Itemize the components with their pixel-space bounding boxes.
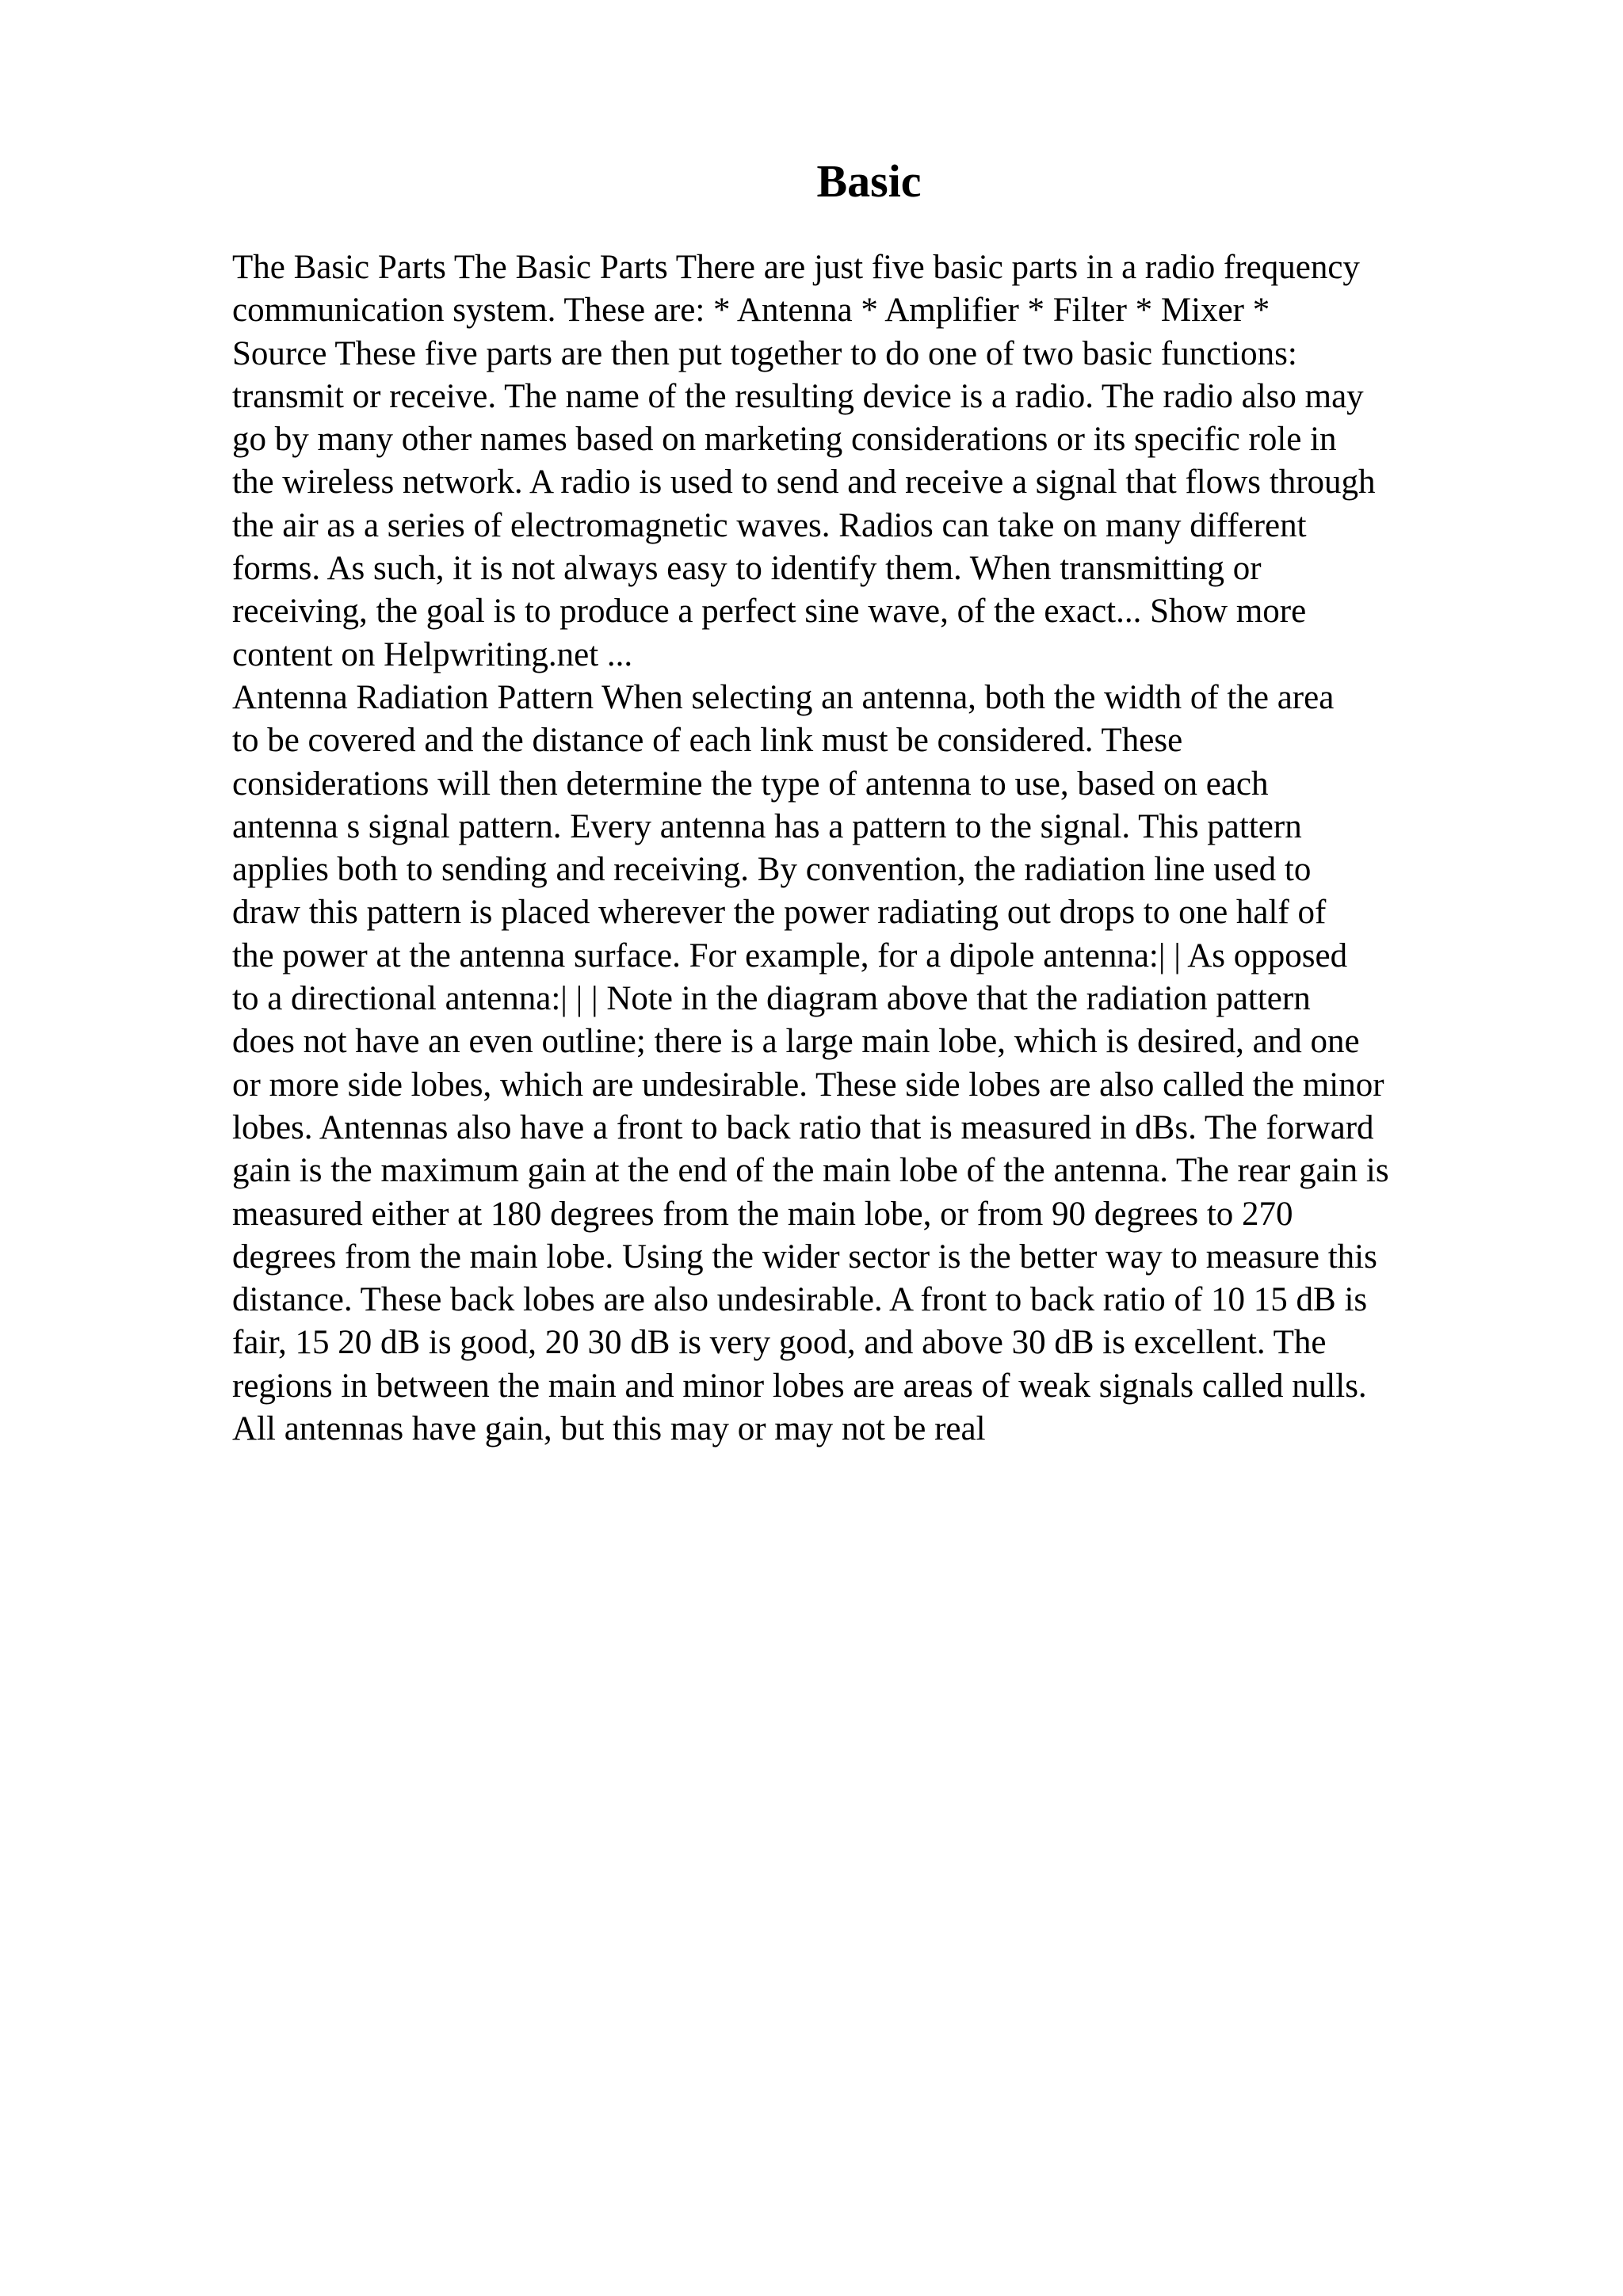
text-line: or more side lobes, which are undesirable. These side lobes are also called the minor	[232, 1066, 1384, 1104]
paragraph-basic-parts	[232, 246, 1500, 677]
text-line: the wireless network. A radio is used to send and receive a signal that flows through	[232, 463, 1376, 502]
text-line: draw this pattern is placed wherever the power radiating out drops to one half of	[232, 894, 1327, 932]
text-line: forms. As such, it is not always easy to identify them. When transmitting or	[232, 550, 1262, 588]
text-line: communication system. These are: * Antenna * Amplifier * Filter * Mixer *	[232, 292, 1270, 330]
text-line: does not have an even outline; there is a large main lobe, which is desired, and one	[232, 1023, 1360, 1061]
text-line: degrees from the main lobe. Using the wider sector is the better way to measure this	[232, 1238, 1377, 1276]
text-line: lobes. Antennas also have a front to back ratio that is measured in dBs. The forward	[232, 1108, 1374, 1146]
text-line: content on Helpwriting.net ...	[232, 635, 633, 673]
text-line: go by many other names based on marketing considerations or its specific role in	[232, 421, 1337, 459]
text-line: receiving, the goal is to produce a perfect sine wave, of the exact... Show more	[232, 593, 1307, 631]
text-line: Antenna Radiation Pattern When selecting an antenna, both the width of the area	[232, 678, 1335, 716]
text-line: measured either at 180 degrees from the main lobe, or from 90 degrees to 270	[232, 1195, 1293, 1233]
text-line: All antennas have gain, but this may or may not be real	[232, 1410, 986, 1448]
text-line: gain is the maximum gain at the end of the main lobe of the antenna. The rear gain is	[232, 1152, 1389, 1190]
text-line: the air as a series of electromagnetic waves. Radios can take on many different	[232, 506, 1307, 544]
paragraph-radiation-pattern	[232, 677, 1500, 1451]
text-line: applies both to sending and receiving. By convention, the radiation line used to	[232, 851, 1312, 889]
text-line: Source These five parts are then put together to do one of two basic functions:	[232, 334, 1297, 372]
text-line: to be covered and the distance of each link must be considered. These	[232, 722, 1183, 760]
text-line: transmit or receive. The name of the resulting device is a radio. The radio also may	[232, 377, 1364, 415]
text-line: the power at the antenna surface. For example, for a dipole antenna:| | As opposed	[232, 936, 1348, 974]
text-line: antenna s signal pattern. Every antenna has a pattern to the signal. This pattern	[232, 807, 1302, 845]
text-line: The Basic Parts The Basic Parts There are just five basic parts in a radio frequency	[232, 249, 1360, 286]
text-line: regions in between the main and minor lobes are areas of weak signals called nulls.	[232, 1367, 1367, 1405]
text-line: to a directional antenna:| | | Note in the diagram above that the radiation pattern	[232, 980, 1311, 1018]
document-title: Basic	[816, 155, 922, 207]
document-body	[232, 246, 1500, 1451]
text-line: considerations will then determine the type of antenna to use, based on each	[232, 765, 1269, 803]
text-line: fair, 15 20 dB is good, 20 30 dB is very good, and above 30 dB is excellent. The	[232, 1324, 1327, 1362]
text-line: distance. These back lobes are also undesirable. A front to back ratio of 10 15 dB is	[232, 1281, 1368, 1319]
